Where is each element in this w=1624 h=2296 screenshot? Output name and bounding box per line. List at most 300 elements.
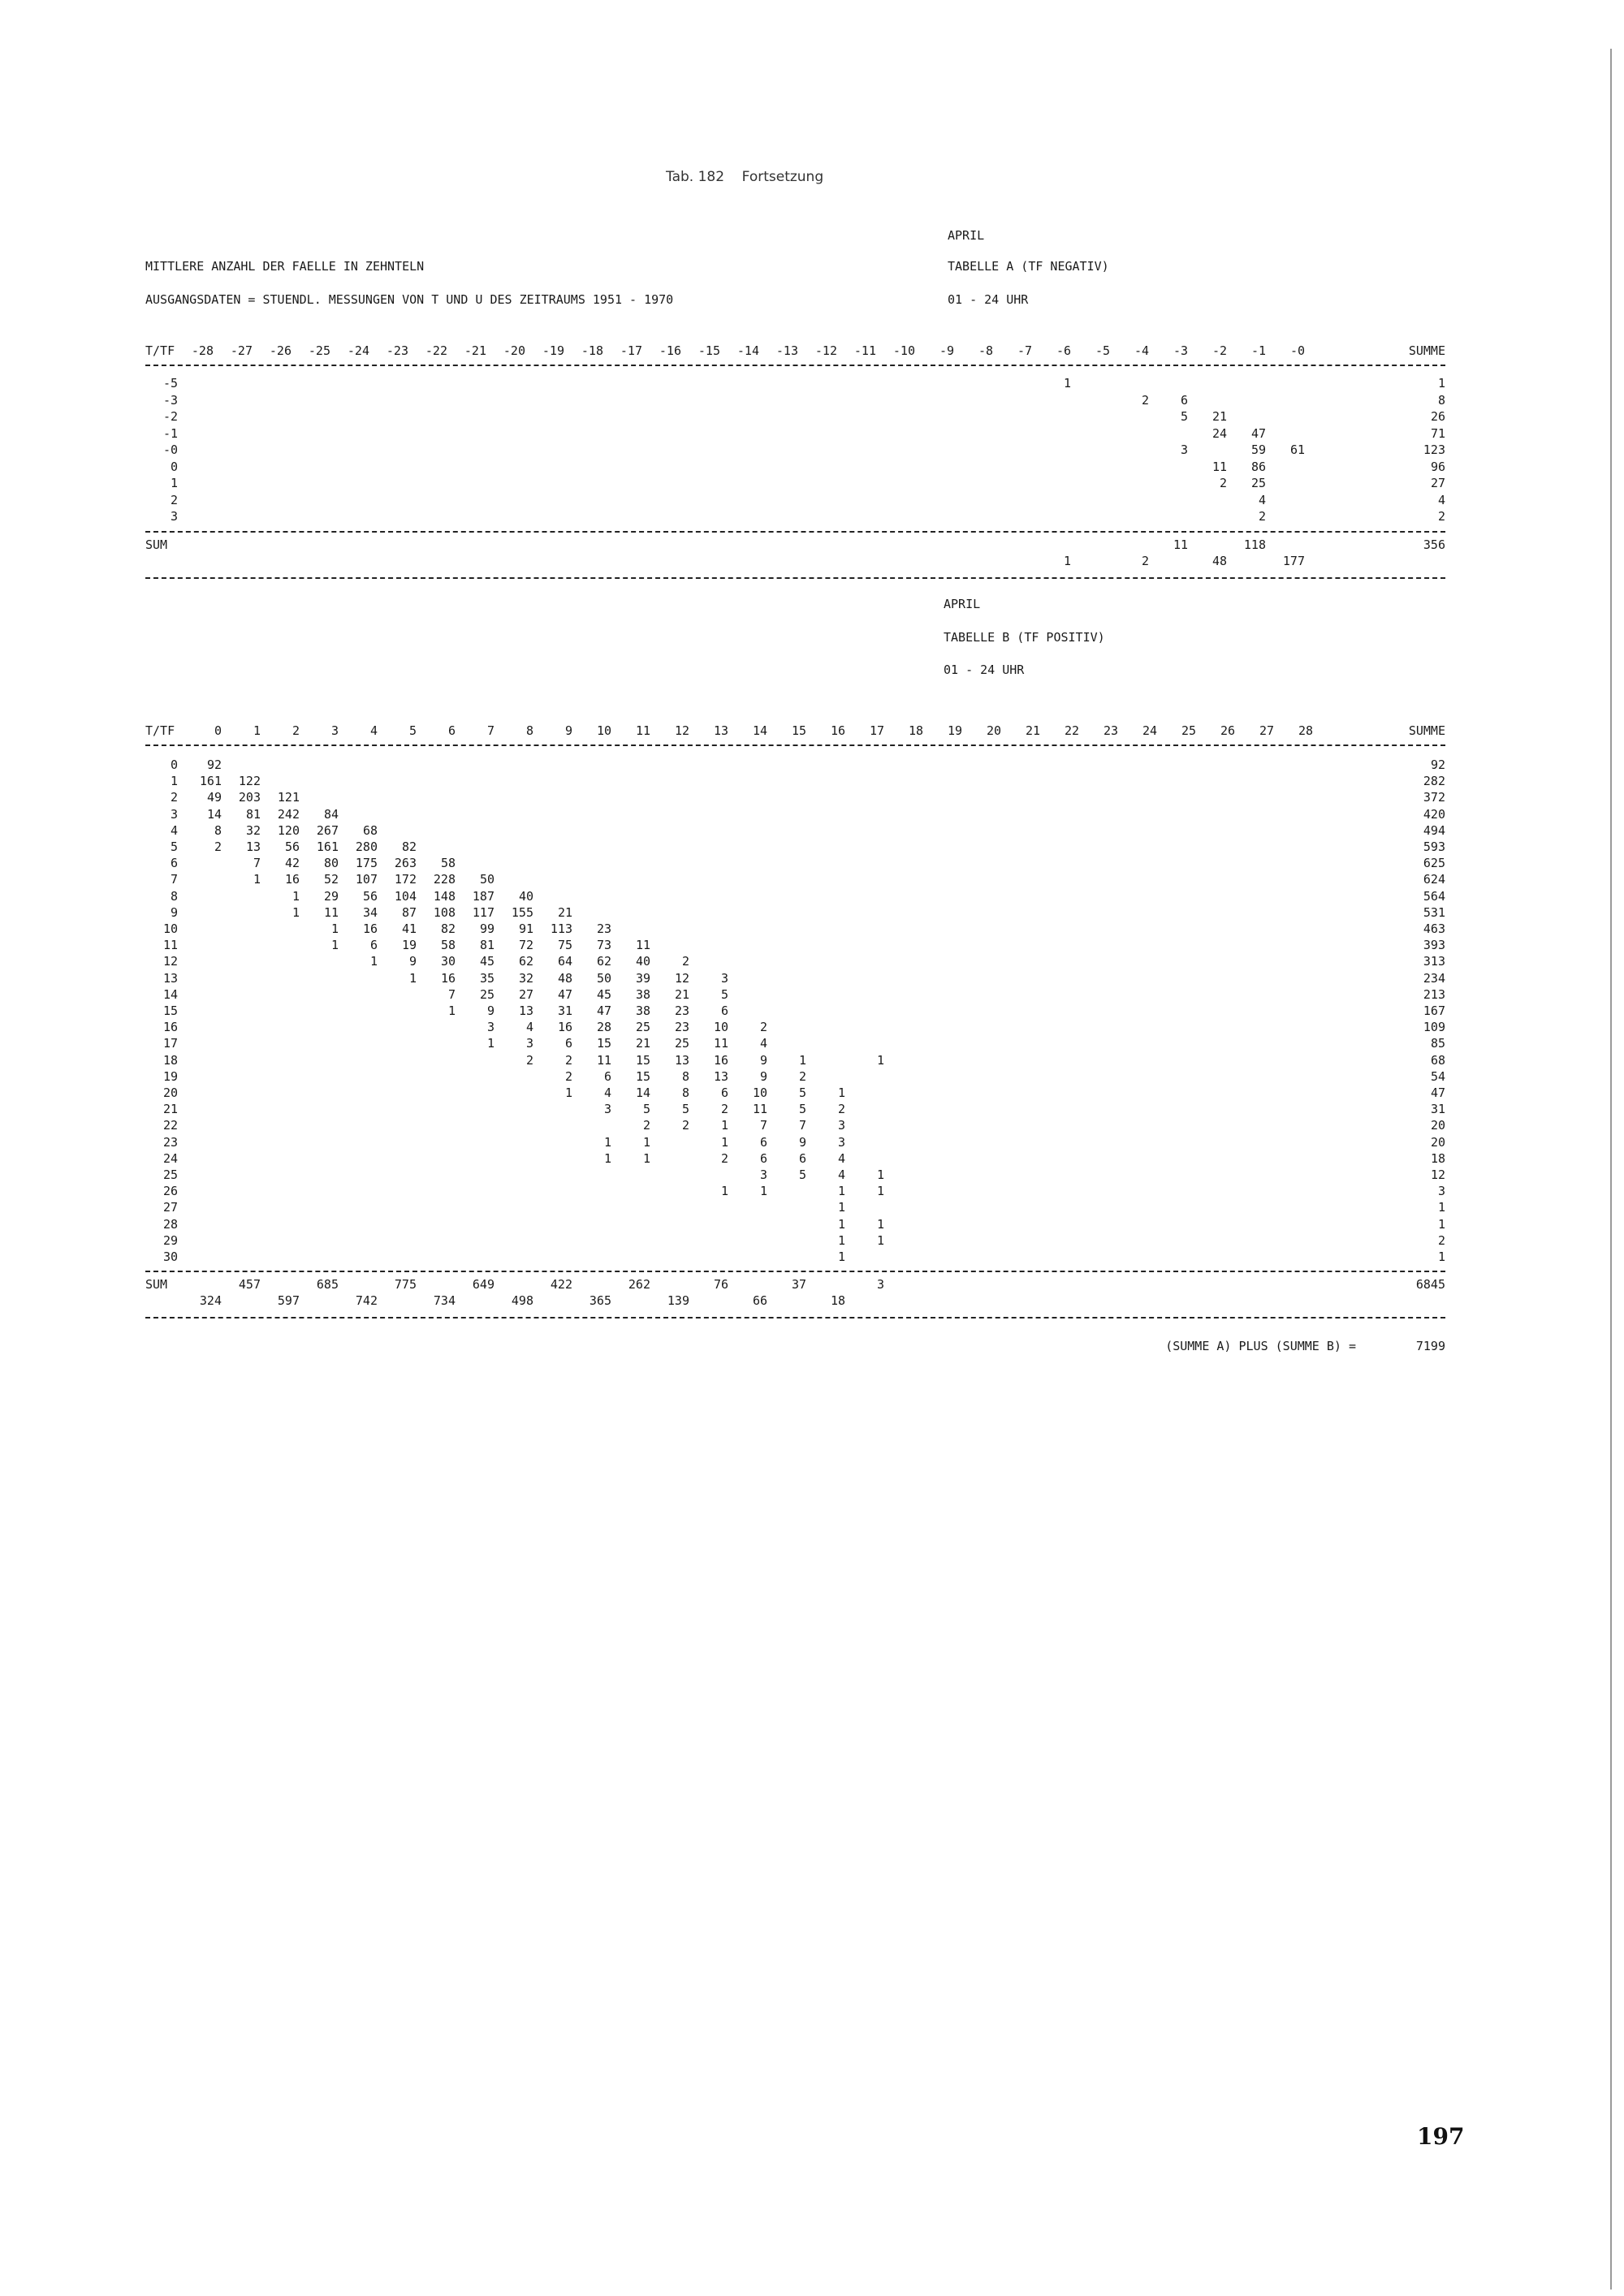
table-cell: 120 — [277, 822, 300, 838]
column-header: 15 — [791, 723, 806, 738]
row-label: -2 — [162, 409, 178, 424]
table-cell: 107 — [355, 872, 378, 887]
table-cell: 21 — [1212, 409, 1227, 424]
table-cell: 49 — [206, 790, 222, 805]
row-label: 3 — [170, 509, 178, 524]
table-cell: 1 — [369, 954, 378, 969]
table-cell: 9 — [759, 1068, 767, 1084]
column-header: 13 — [713, 723, 728, 738]
table-cell: 113 — [550, 921, 572, 936]
table-cell: 121 — [277, 790, 300, 805]
table-cell: 48 — [557, 970, 572, 986]
table-cell: 1 — [330, 921, 339, 936]
column-header: 19 — [947, 723, 962, 738]
row-sum: 167 — [1423, 1003, 1445, 1018]
table-cell: 104 — [394, 888, 417, 904]
row-label: 25 — [162, 1167, 178, 1182]
table-cell: 2 — [214, 839, 222, 854]
column-sum: 76 — [713, 1277, 728, 1293]
table-cell: 1 — [642, 1134, 650, 1150]
column-header: 3 — [330, 723, 339, 738]
table-corner: T/TF — [145, 343, 175, 358]
table-cell: 2 — [681, 954, 689, 969]
column-header: -22 — [425, 343, 447, 358]
table-cell: 62 — [518, 954, 533, 969]
table-cell: 6 — [564, 1036, 572, 1051]
row-sum: 4 — [1437, 492, 1445, 507]
table-cell: 8 — [214, 822, 222, 838]
row-label: -0 — [162, 442, 178, 457]
table-cell: 242 — [277, 806, 300, 822]
row-sum: 213 — [1423, 986, 1445, 1002]
table-cell: 50 — [596, 970, 611, 986]
column-header: 18 — [908, 723, 923, 738]
table-cell: 31 — [557, 1003, 572, 1018]
table-cell: 15 — [596, 1036, 611, 1051]
column-sum: 742 — [355, 1293, 378, 1309]
source-left: AUSGANGSDATEN = STUENDL. MESSUNGEN VON T UND U DES ZEITRAUMS 1951 - 1970 — [145, 292, 674, 307]
column-header: 20 — [986, 723, 1001, 738]
table-cell: 82 — [401, 839, 417, 854]
row-sum: 564 — [1423, 888, 1445, 904]
table-cell: 5 — [798, 1167, 806, 1182]
table-cell: 2 — [525, 1052, 533, 1068]
table-cell: 263 — [394, 856, 417, 871]
table-cell: 3 — [525, 1036, 533, 1051]
table-cell: 2 — [837, 1102, 845, 1117]
column-header: 10 — [596, 723, 611, 738]
table-cell: 82 — [440, 921, 456, 936]
column-header: 22 — [1064, 723, 1079, 738]
column-header: -23 — [386, 343, 408, 358]
row-sum: 3 — [1437, 1184, 1445, 1199]
row-sum: 12 — [1430, 1167, 1445, 1182]
column-sum: 66 — [752, 1293, 767, 1309]
table-cell: 16 — [440, 970, 456, 986]
column-sum: 262 — [628, 1277, 650, 1293]
table-cell: 3 — [837, 1118, 845, 1133]
row-label: 18 — [162, 1052, 178, 1068]
table-cell: 25 — [674, 1036, 689, 1051]
table-cell: 12 — [674, 970, 689, 986]
table-cell: 9 — [408, 954, 417, 969]
row-label: 24 — [162, 1150, 178, 1166]
table-cell: 9 — [486, 1003, 495, 1018]
table-cell: 8 — [681, 1068, 689, 1084]
table-cell: 21 — [557, 904, 572, 920]
column-sum: 649 — [472, 1277, 495, 1293]
table-cell: 4 — [525, 1020, 533, 1035]
table-cell: 34 — [362, 904, 378, 920]
column-header: 14 — [752, 723, 767, 738]
title-left: MITTLERE ANZAHL DER FAELLE IN ZEHNTELN — [145, 259, 425, 274]
column-sum: 11 — [1173, 537, 1188, 552]
table-cell: 2 — [564, 1052, 572, 1068]
table-cell: 4 — [759, 1036, 767, 1051]
column-header: -26 — [269, 343, 292, 358]
row-label: -5 — [162, 376, 178, 391]
column-header: 16 — [830, 723, 845, 738]
row-label: 15 — [162, 1003, 178, 1018]
table-cell: 203 — [238, 790, 261, 805]
table-cell: 47 — [1250, 425, 1266, 441]
hours-b-label: 01 - 24 UHR — [944, 662, 1025, 677]
table-cell: 6 — [759, 1134, 767, 1150]
table-cell: 30 — [440, 954, 456, 969]
row-label: 19 — [162, 1068, 178, 1084]
row-label: 27 — [162, 1200, 178, 1215]
row-sum: 234 — [1423, 970, 1445, 986]
column-sum: 685 — [316, 1277, 339, 1293]
row-sum: 71 — [1430, 425, 1445, 441]
row-sum: 31 — [1430, 1102, 1445, 1117]
column-header: -20 — [503, 343, 525, 358]
row-sum: 1 — [1437, 1216, 1445, 1232]
table-cell: 99 — [479, 921, 495, 936]
row-sum: 372 — [1423, 790, 1445, 805]
row-label: 20 — [162, 1085, 178, 1100]
table-cell: 27 — [518, 986, 533, 1002]
table-cell: 25 — [635, 1020, 650, 1035]
column-header: 21 — [1025, 723, 1040, 738]
column-header: 2 — [292, 723, 300, 738]
table-cell: 75 — [557, 938, 572, 953]
table-cell: 7 — [759, 1118, 767, 1133]
header-rule — [145, 744, 1445, 746]
table-cell: 64 — [557, 954, 572, 969]
table-cell: 2 — [1141, 392, 1149, 408]
table-cell: 9 — [759, 1052, 767, 1068]
table-cell: 1 — [837, 1200, 845, 1215]
column-header: 12 — [674, 723, 689, 738]
row-sum: 68 — [1430, 1052, 1445, 1068]
table-cell: 7 — [253, 856, 261, 871]
row-label: 16 — [162, 1020, 178, 1035]
column-header: -17 — [620, 343, 642, 358]
table-cell: 187 — [472, 888, 495, 904]
column-header: 0 — [214, 723, 222, 738]
column-header: 28 — [1298, 723, 1313, 738]
column-header: -28 — [191, 343, 214, 358]
table-cell: 23 — [596, 921, 611, 936]
table-cell: 1 — [486, 1036, 495, 1051]
column-sum: 422 — [550, 1277, 572, 1293]
row-label: 3 — [170, 806, 178, 822]
table-cell: 1 — [564, 1085, 572, 1100]
column-header: -24 — [347, 343, 369, 358]
column-header: -16 — [659, 343, 681, 358]
row-sum: 393 — [1423, 938, 1445, 953]
table-cell: 1 — [837, 1184, 845, 1199]
sum-end-rule — [145, 1317, 1445, 1318]
table-cell: 10 — [752, 1085, 767, 1100]
column-header: -18 — [581, 343, 603, 358]
table-cell: 39 — [635, 970, 650, 986]
table-cell: 68 — [362, 822, 378, 838]
row-label: 28 — [162, 1216, 178, 1232]
table-cell: 19 — [401, 938, 417, 953]
row-sum: 593 — [1423, 839, 1445, 854]
table-cell: 2 — [720, 1150, 728, 1166]
row-label: 6 — [170, 856, 178, 871]
table-cell: 6 — [720, 1085, 728, 1100]
table-cell: 6 — [369, 938, 378, 953]
body-end-rule — [145, 1271, 1445, 1272]
table-cell: 1 — [1063, 376, 1071, 391]
table-cell: 38 — [635, 986, 650, 1002]
table-cell: 3 — [759, 1167, 767, 1182]
sum-header: SUMME — [1408, 343, 1445, 358]
table-cell: 3 — [1180, 442, 1188, 457]
table-cell: 92 — [206, 757, 222, 772]
row-label: -1 — [162, 425, 178, 441]
table-cell: 14 — [206, 806, 222, 822]
column-header: 1 — [253, 723, 261, 738]
table-cell: 25 — [479, 986, 495, 1002]
column-header: -4 — [1134, 343, 1149, 358]
table-cell: 11 — [323, 904, 339, 920]
column-header: 11 — [635, 723, 650, 738]
table-cell: 16 — [284, 872, 300, 887]
row-label: 4 — [170, 822, 178, 838]
table-cell: 23 — [674, 1020, 689, 1035]
column-sum: 3 — [876, 1277, 884, 1293]
table-cell: 40 — [635, 954, 650, 969]
table-cell: 32 — [518, 970, 533, 986]
row-label: 2 — [170, 790, 178, 805]
table-cell: 5 — [720, 986, 728, 1002]
table-cell: 4 — [1258, 492, 1266, 507]
table-cell: 58 — [440, 856, 456, 871]
table-cell: 21 — [635, 1036, 650, 1051]
table-cell: 1 — [603, 1134, 611, 1150]
table-cell: 45 — [479, 954, 495, 969]
table-cell: 1 — [837, 1232, 845, 1248]
column-header: -10 — [892, 343, 915, 358]
row-sum: 1 — [1437, 1249, 1445, 1264]
column-header: 17 — [869, 723, 884, 738]
column-sum: 37 — [791, 1277, 806, 1293]
page-edge-rule — [1610, 49, 1612, 2290]
row-label: 11 — [162, 938, 178, 953]
row-sum: 625 — [1423, 856, 1445, 871]
column-header: 25 — [1181, 723, 1196, 738]
table-cell: 280 — [355, 839, 378, 854]
row-label: 12 — [162, 954, 178, 969]
table-cell: 5 — [798, 1102, 806, 1117]
table-cell: 1 — [292, 888, 300, 904]
column-header: -5 — [1095, 343, 1110, 358]
table-cell: 2 — [564, 1068, 572, 1084]
table-cell: 56 — [284, 839, 300, 854]
table-cell: 47 — [557, 986, 572, 1002]
table-cell: 13 — [518, 1003, 533, 1018]
table-cell: 1 — [408, 970, 417, 986]
column-sum: 324 — [199, 1293, 222, 1309]
row-label: 5 — [170, 839, 178, 854]
column-sum: 139 — [667, 1293, 689, 1309]
table-cell: 16 — [362, 921, 378, 936]
column-sum: 457 — [238, 1277, 261, 1293]
column-header: 5 — [408, 723, 417, 738]
row-label: 10 — [162, 921, 178, 936]
row-label: 29 — [162, 1232, 178, 1248]
column-header: -2 — [1212, 343, 1227, 358]
table-cell: 59 — [1250, 442, 1266, 457]
table-cell: 6 — [1180, 392, 1188, 408]
sum-header: SUMME — [1408, 723, 1445, 738]
table-cell: 2 — [1219, 476, 1227, 490]
table-cell: 5 — [681, 1102, 689, 1117]
table-cell: 1 — [759, 1184, 767, 1199]
row-sum: 531 — [1423, 904, 1445, 920]
table-cell: 1 — [876, 1216, 884, 1232]
table-cell: 5 — [642, 1102, 650, 1117]
table-a-label: TABELLE A (TF NEGATIV) — [948, 259, 1109, 274]
column-header: 4 — [369, 723, 378, 738]
row-label: 17 — [162, 1036, 178, 1051]
row-label: 26 — [162, 1184, 178, 1199]
table-total: 6845 — [1415, 1277, 1445, 1293]
row-sum: 494 — [1423, 822, 1445, 838]
table-cell: 52 — [323, 872, 339, 887]
table-cell: 117 — [472, 904, 495, 920]
column-header: -6 — [1056, 343, 1071, 358]
table-cell: 23 — [674, 1003, 689, 1018]
table-cell: 11 — [635, 938, 650, 953]
sum-label: SUM — [145, 537, 168, 552]
table-cell: 86 — [1250, 459, 1266, 474]
column-header: 9 — [564, 723, 572, 738]
column-header: -0 — [1289, 343, 1305, 358]
row-sum: 27 — [1430, 476, 1445, 490]
row-sum: 47 — [1430, 1085, 1445, 1100]
month-a-label: APRIL — [948, 228, 985, 243]
table-cell: 73 — [596, 938, 611, 953]
table-cell: 41 — [401, 921, 417, 936]
table-cell: 29 — [323, 888, 339, 904]
column-sum: 775 — [394, 1277, 417, 1293]
grand-total-label: (SUMME A) PLUS (SUMME B) = — [1165, 1339, 1356, 1353]
row-sum: 85 — [1430, 1036, 1445, 1051]
column-header: -11 — [853, 343, 876, 358]
table-cell: 9 — [798, 1134, 806, 1150]
column-sum: 597 — [277, 1293, 300, 1309]
table-cell: 1 — [837, 1085, 845, 1100]
table-cell: 122 — [238, 774, 261, 789]
table-cell: 72 — [518, 938, 533, 953]
row-label: 8 — [170, 888, 178, 904]
table-cell: 38 — [635, 1003, 650, 1018]
table-corner: T/TF — [145, 723, 175, 738]
table-cell: 2 — [759, 1020, 767, 1035]
table-cell: 14 — [635, 1085, 650, 1100]
table-b-label: TABELLE B (TF POSITIV) — [944, 630, 1105, 645]
row-sum: 1 — [1437, 1200, 1445, 1215]
column-header: -3 — [1173, 343, 1188, 358]
table-cell: 7 — [447, 986, 456, 1002]
table-cell: 6 — [603, 1068, 611, 1084]
row-label: -3 — [162, 392, 178, 408]
table-cell: 62 — [596, 954, 611, 969]
column-sum: 18 — [830, 1293, 845, 1309]
table-cell: 7 — [798, 1118, 806, 1133]
row-sum: 624 — [1423, 872, 1445, 887]
row-label: 7 — [170, 872, 178, 887]
table-cell: 81 — [245, 806, 261, 822]
table-cell: 2 — [1258, 509, 1266, 524]
table-caption: Tab. 182 Fortsetzung — [666, 169, 824, 185]
row-label: 9 — [170, 904, 178, 920]
table-cell: 2 — [642, 1118, 650, 1133]
row-sum: 2 — [1437, 509, 1445, 524]
body-end-rule — [145, 531, 1445, 533]
table-cell: 267 — [316, 822, 339, 838]
hours-a-label: 01 - 24 UHR — [948, 292, 1029, 307]
sum-end-rule — [145, 577, 1445, 579]
row-sum: 123 — [1423, 442, 1445, 457]
table-cell: 1 — [720, 1134, 728, 1150]
row-sum: 420 — [1423, 806, 1445, 822]
table-cell: 45 — [596, 986, 611, 1002]
table-cell: 1 — [876, 1232, 884, 1248]
table-cell: 13 — [674, 1052, 689, 1068]
row-sum: 282 — [1423, 774, 1445, 789]
table-cell: 148 — [433, 888, 456, 904]
header-rule — [145, 365, 1445, 366]
table-cell: 6 — [759, 1150, 767, 1166]
table-cell: 172 — [394, 872, 417, 887]
table-cell: 84 — [323, 806, 339, 822]
table-cell: 1 — [447, 1003, 456, 1018]
table-cell: 6 — [720, 1003, 728, 1018]
table-cell: 1 — [603, 1150, 611, 1166]
table-cell: 16 — [713, 1052, 728, 1068]
column-header: -8 — [978, 343, 993, 358]
column-header: -9 — [939, 343, 954, 358]
page-number: 197 — [1417, 2123, 1465, 2150]
table-cell: 91 — [518, 921, 533, 936]
row-sum: 109 — [1423, 1020, 1445, 1035]
row-sum: 18 — [1430, 1150, 1445, 1166]
column-header: -27 — [230, 343, 253, 358]
column-header: -7 — [1017, 343, 1032, 358]
table-cell: 40 — [518, 888, 533, 904]
column-header: 26 — [1220, 723, 1235, 738]
row-sum: 96 — [1430, 459, 1445, 474]
table-cell: 108 — [433, 904, 456, 920]
column-header: -19 — [542, 343, 564, 358]
table-cell: 1 — [876, 1167, 884, 1182]
row-label: 1 — [170, 774, 178, 789]
table-cell: 42 — [284, 856, 300, 871]
column-sum: 734 — [433, 1293, 456, 1309]
column-header: -21 — [464, 343, 486, 358]
table-cell: 3 — [603, 1102, 611, 1117]
table-cell: 4 — [837, 1167, 845, 1182]
table-cell: 1 — [837, 1216, 845, 1232]
table-cell: 1 — [837, 1249, 845, 1264]
table-cell: 3 — [720, 970, 728, 986]
table-cell: 2 — [681, 1118, 689, 1133]
column-sum: 118 — [1243, 537, 1266, 552]
table-cell: 25 — [1250, 476, 1266, 490]
table-cell: 228 — [433, 872, 456, 887]
table-cell: 161 — [316, 839, 339, 854]
table-cell: 1 — [876, 1184, 884, 1199]
row-label: 22 — [162, 1118, 178, 1133]
table-cell: 1 — [798, 1052, 806, 1068]
